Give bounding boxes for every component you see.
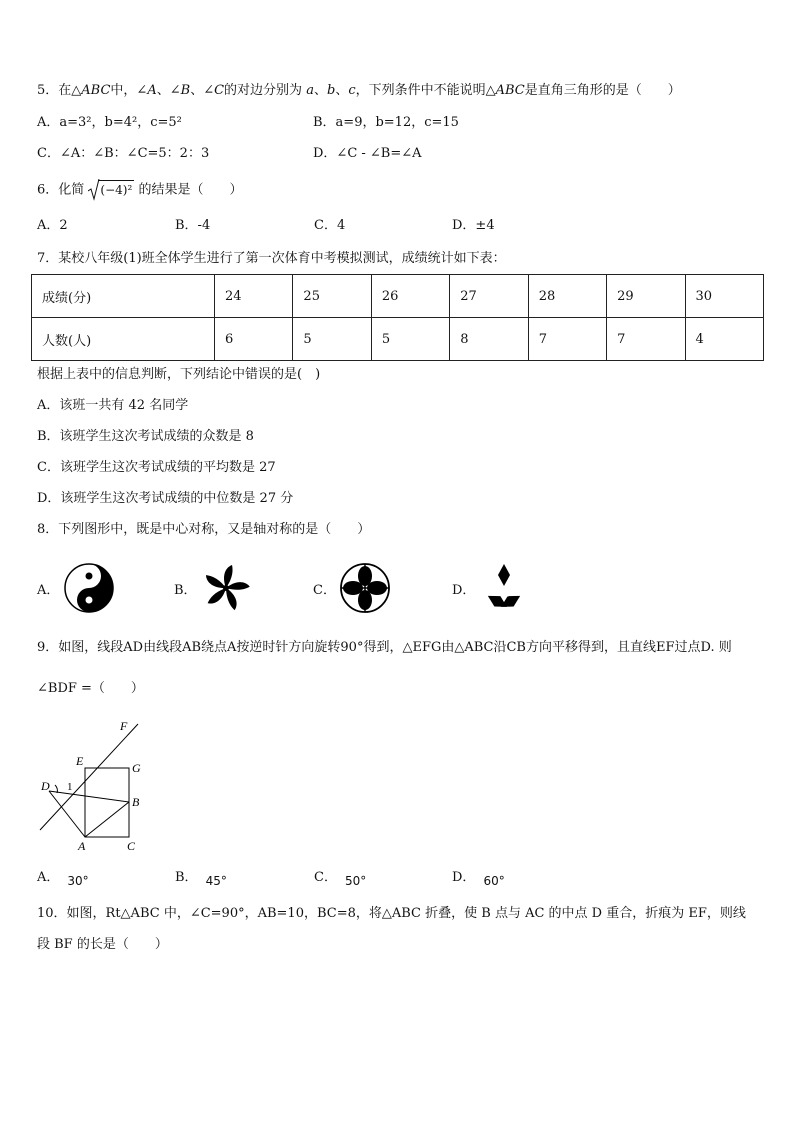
table-cell: 27 (450, 275, 528, 318)
q7-stem: 7．某校八年级(1)班全体学生进行了第一次体育中考模拟测试，成绩统计如下表： (37, 251, 506, 266)
table-row-scores (32, 275, 764, 318)
q9-option-b[interactable] (175, 866, 227, 889)
q5-option-c[interactable]: C．∠A：∠B：∠C=5：2：3 (37, 146, 210, 161)
table-cell: 6 (215, 318, 293, 361)
q9-option-c-value: 50° (344, 874, 367, 888)
table-header-score: 成绩(分) (32, 275, 215, 318)
q9-option-a[interactable] (37, 866, 89, 889)
q9-stem-2: ∠BDF =（ ） (37, 681, 144, 696)
q7-question: 根据上表中的信息判断，下列结论中错误的是( ) (37, 367, 321, 382)
q5-option-a[interactable]: A．a=3²，b=4²，c=5² (37, 115, 182, 130)
q9-option-c-label: C． (314, 870, 337, 885)
q8-option-b-label: B． (174, 583, 197, 598)
q7-option-b[interactable]: B．该班学生这次考试成绩的众数是 8 (37, 429, 254, 444)
q9-geometry-figure (36, 718, 156, 856)
table-cell: 25 (293, 275, 371, 318)
radical-sign-icon (88, 179, 100, 201)
q10-stem-2: 段 BF 的长是（ ） (37, 937, 168, 952)
q8-option-c-label: C． (313, 583, 336, 598)
q5-stem: 5．在△ABC中，∠A、∠B、∠C的对边分别为 a、b、c，下列条件中不能说明△ABC是直角三角形的是（ ） (37, 83, 681, 98)
table-cell: 7 (607, 318, 685, 361)
q9-option-d[interactable] (452, 866, 505, 889)
table-cell: 5 (293, 318, 371, 361)
q9-option-d-value: 60° (483, 874, 505, 888)
q9-stem: 9．如图，线段AD由线段AB绕点A按逆时针方向旋转90°得到，△EFG由△ABC沿CB方向平移得到，且直线EF过点D. 则 (37, 640, 732, 655)
q8-stem: 8．下列图形中，既是中心对称，又是轴对称的是（ ） (37, 522, 371, 537)
label-b: B (132, 795, 140, 809)
q8-option-d-label: D． (452, 583, 476, 598)
table-cell: 4 (685, 318, 763, 361)
label-g: G (132, 761, 141, 775)
q5-option-d[interactable]: D．∠C - ∠B=∠A (313, 146, 422, 161)
table-cell: 7 (528, 318, 606, 361)
q9-option-b-value: 45° (205, 874, 227, 888)
table-cell: 8 (450, 318, 528, 361)
q6-option-a[interactable]: A．2 (37, 218, 68, 233)
table-row-counts (32, 318, 764, 361)
q7-option-a[interactable]: A．该班一共有 42 名同学 (37, 398, 189, 413)
four-petal-circle-icon (339, 562, 391, 614)
yin-yang-icon (63, 562, 115, 614)
label-a: A (78, 839, 86, 853)
q9-option-c[interactable] (314, 866, 366, 889)
sqrt-expression: (−4)² (88, 180, 134, 200)
q7-option-c[interactable]: C．该班学生这次考试成绩的平均数是 27 (37, 460, 276, 475)
q9-option-d-label: D． (452, 870, 476, 885)
q9-option-a-label: A． (37, 870, 60, 885)
table-header-count: 人数(人) (32, 318, 215, 361)
pinwheel-icon (200, 562, 252, 614)
label-angle-1: 1 (67, 781, 73, 793)
label-e: E (76, 754, 84, 768)
label-f: F (120, 719, 128, 733)
table-cell: 30 (685, 275, 763, 318)
q5-option-b[interactable]: B．a=9，b=12，c=15 (313, 115, 459, 130)
q6-option-b[interactable]: B．-4 (175, 218, 211, 233)
table-cell: 5 (371, 318, 449, 361)
q9-option-b-label: B． (175, 870, 198, 885)
q10-stem-1: 10．如图，Rt△ABC 中，∠C=90°，AB=10，BC=8，将△ABC 折叠，使 B 点与 AC 的中点 D 重合，折痕为 EF，则线 (37, 906, 746, 921)
q6-option-d[interactable]: D．±4 (452, 218, 495, 233)
table-cell: 26 (371, 275, 449, 318)
three-diamonds-icon (478, 562, 530, 614)
q9-option-a-value: 30° (67, 874, 89, 888)
q6-stem: 6．化简 (−4)² 的结果是（ ） (37, 180, 242, 200)
score-table (31, 274, 764, 361)
table-cell: 29 (607, 275, 685, 318)
q8-option-a-label: A． (37, 583, 60, 598)
q7-option-d[interactable]: D．该班学生这次考试成绩的中位数是 27 分 (37, 491, 294, 506)
table-cell: 28 (528, 275, 606, 318)
q6-option-c[interactable]: C．4 (314, 218, 346, 233)
label-d: D (41, 779, 50, 793)
table-cell: 24 (215, 275, 293, 318)
label-c: C (127, 839, 136, 853)
